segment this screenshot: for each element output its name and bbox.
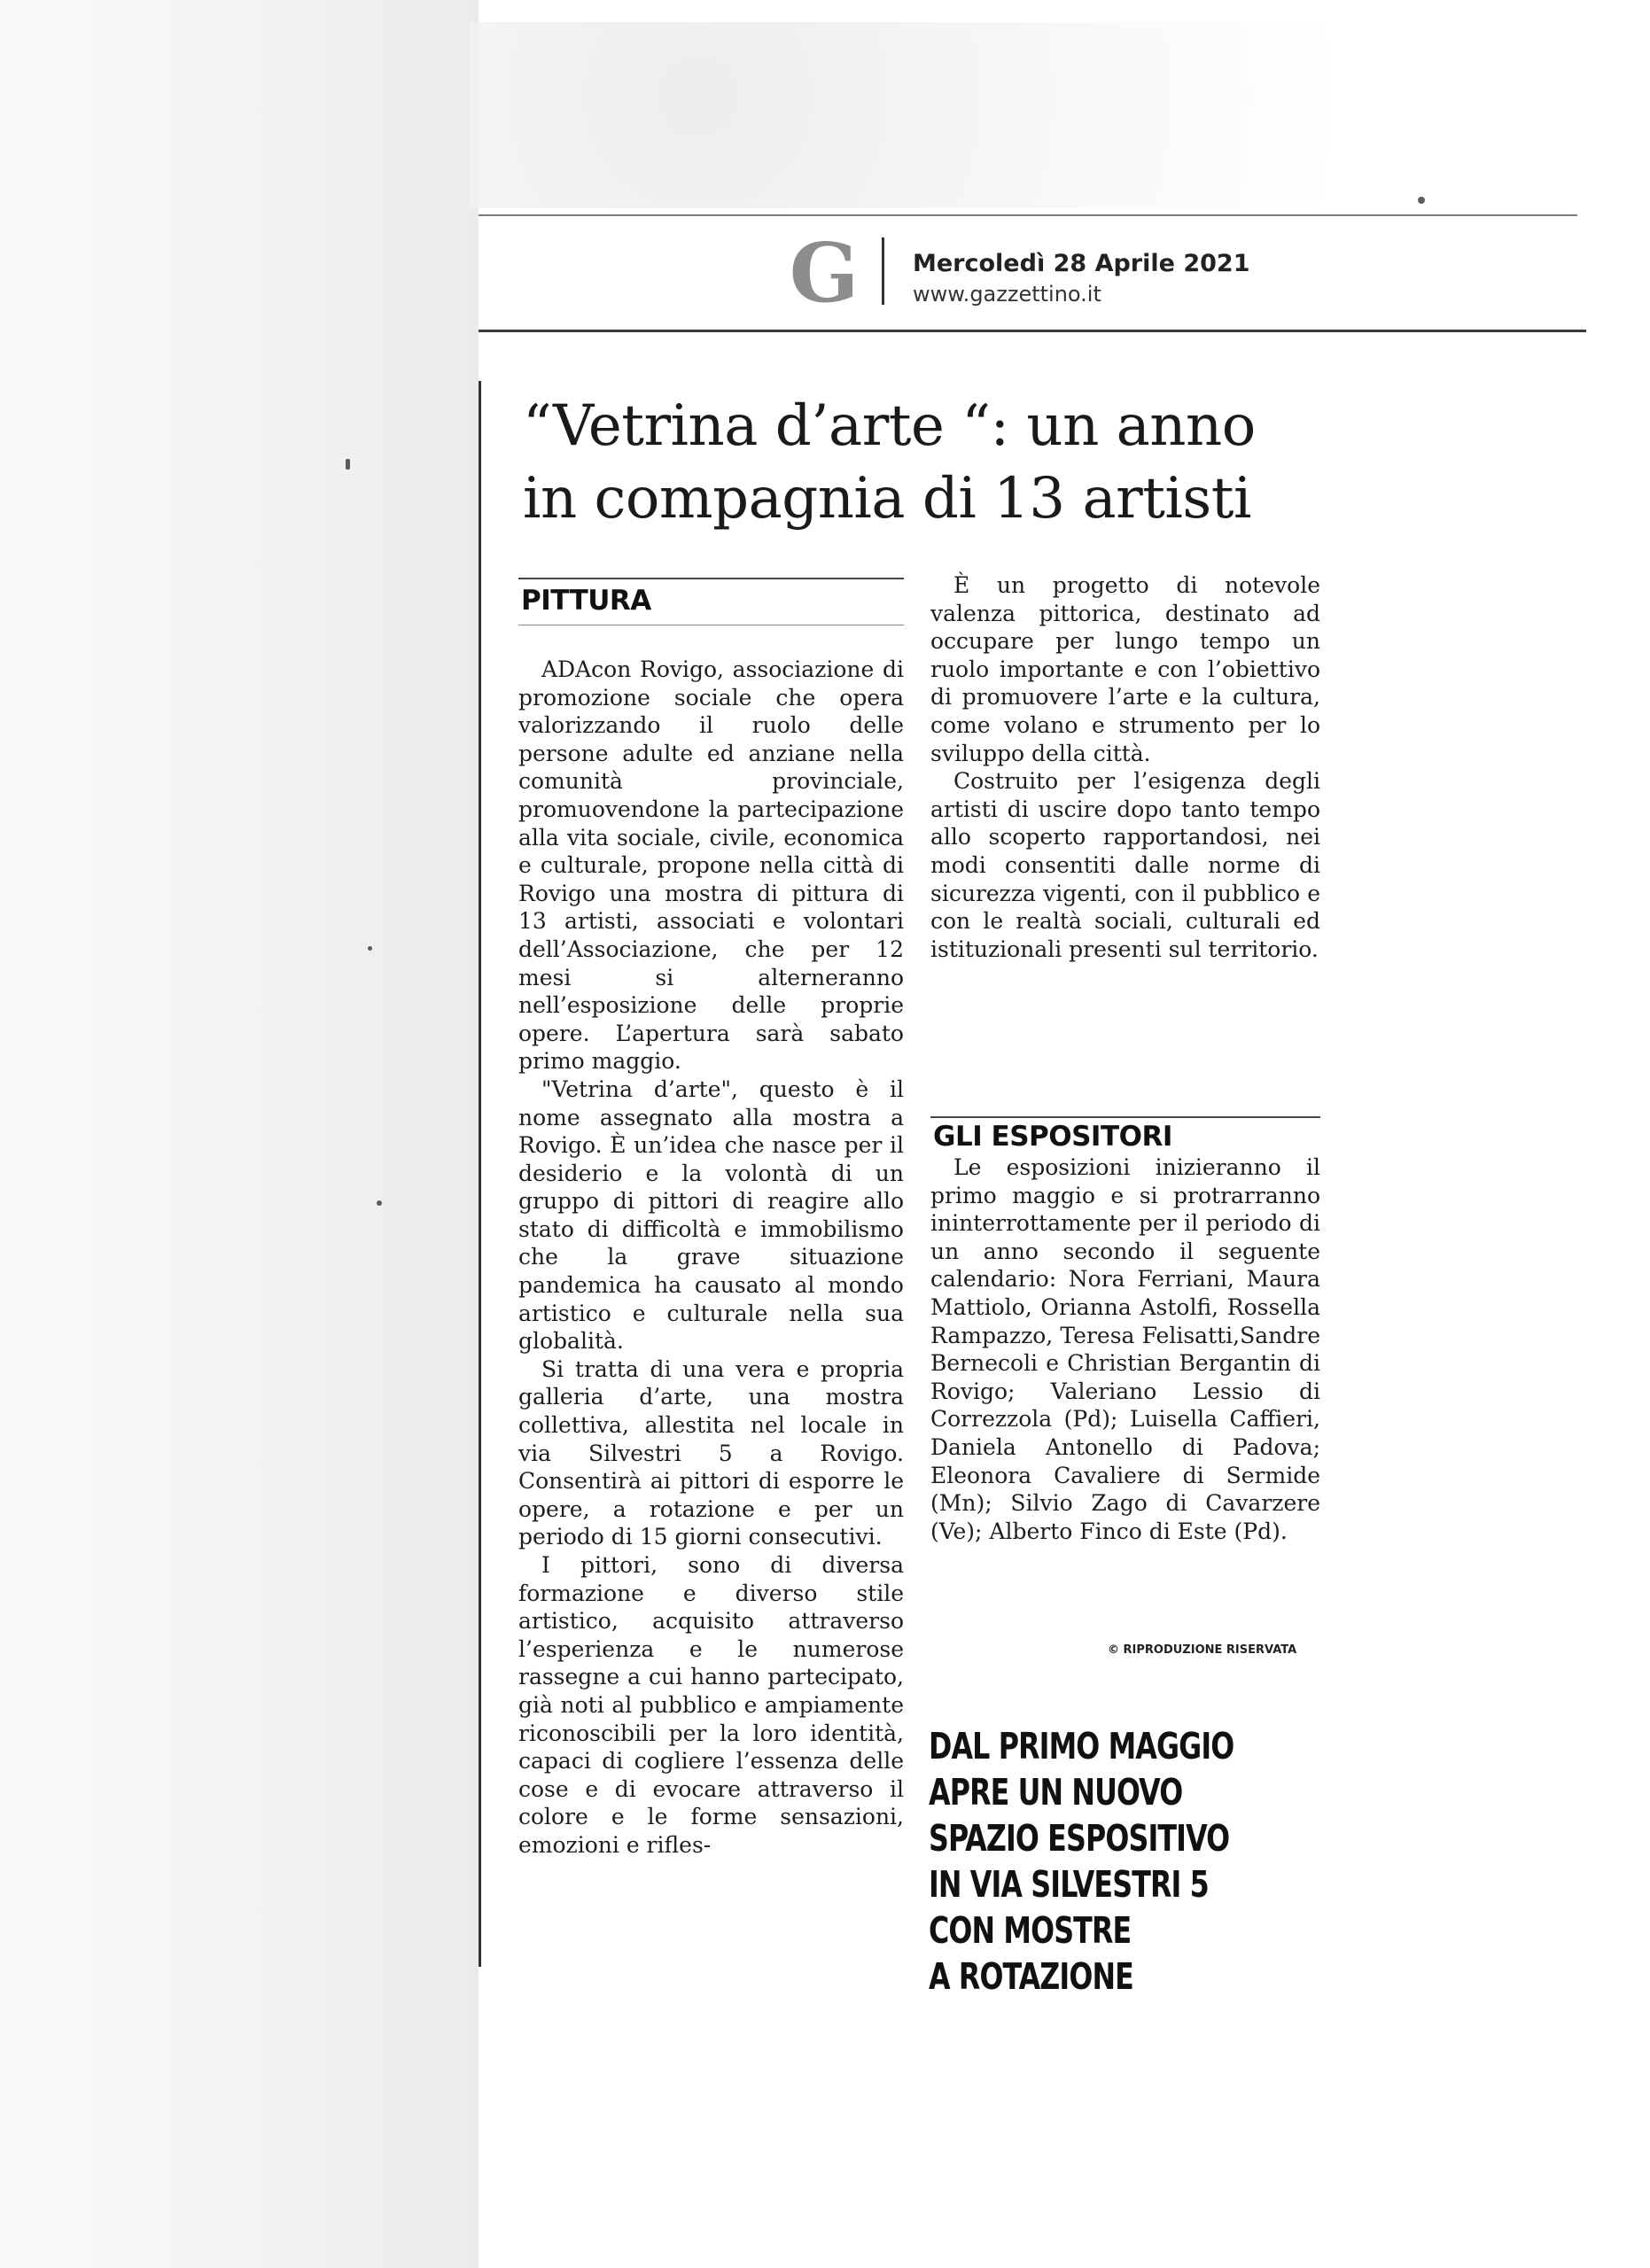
newspaper-logo: G [789, 225, 860, 321]
section-label-pittura: PITTURA [521, 585, 651, 617]
pull-quote-line: DAL PRIMO MAGGIO [929, 1725, 1234, 1767]
section-label-espositori: GLI ESPOSITORI [933, 1121, 1172, 1153]
paragraph: Costruito per l’esigenza degli artisti di uscire dopo tanto tempo allo scoperto rapportandosi, nei modi consentiti dalle norme di sicurezza vigenti, con il pubblico e con le realtà sociali, culturali ed istituzionali presenti sul territorio. [930, 768, 1320, 962]
header-separator [882, 237, 884, 305]
header-top-rule [479, 214, 1577, 216]
paragraph: I pittori, sono di diversa formazione e diverso stile artistico, acquisito attraverso l’esperienza e le numerose rassegne a cui hanno partecipato, già noti al pubblico e ampiamente riconoscibili per la loro identità, capaci di cogliere l’essenza delle cose e di evocare attraverso il colore e le forme sensazioni, emozioni e rifles- [518, 1552, 904, 1858]
pull-quote-line: SPAZIO ESPOSITIVO [929, 1817, 1230, 1860]
scan-background-shade [0, 0, 479, 2268]
headline-line-1: “Vetrina d’arte “: un anno [523, 393, 1256, 459]
scan-noise-area [470, 22, 1613, 208]
scan-speck [346, 459, 350, 470]
paragraph: Le esposizioni inizieranno il primo maggio e si protrarranno ininterrottamente per il periodo di un anno secondo il seguente calendario: Nora Ferriani, Maura Mattiolo, Orianna Astolfi, Rossella Rampazzo, Teresa Felisatti,Sandre Bernecoli e Christian Bergantin di Rovigo; Valeriano Lessio di Correzzola (Pd); Luisella Caffieri, Daniela Antonello di Padova; Eleonora Cavaliere di Sermide (Mn); Silvio Zago di Cavarzere (Ve); Alberto Finco di Este (Pd). [930, 1154, 1320, 1544]
newspaper-url: www.gazzettino.it [913, 282, 1101, 307]
article-headline [523, 390, 1613, 535]
article-column-left [518, 656, 904, 1860]
pull-quote-line: CON MOSTRE [929, 1909, 1132, 1952]
pull-quote [929, 1723, 1249, 1998]
pull-quote-line: IN VIA SILVESTRI 5 [929, 1863, 1209, 1906]
paragraph: Si tratta di una vera e propria galleria d’arte, una mostra collettiva, allestita nel locale in via Silvestri 5 a Rovigo. Consentirà ai pittori di esporre le opere, a rotazione e per un periodo di 15 giorni consecutivi. [518, 1355, 904, 1550]
paragraph: È un progetto di notevole valenza pittorica, destinato ad occupare per lungo tempo un ruolo importante e con l’obiettivo di promuovere l’arte e la cultura, come volano e strumento per lo sviluppo della città. [930, 572, 1320, 766]
paragraph: ADAcon Rovigo, associazione di promozione sociale che opera valorizzando il ruolo delle persone adulte ed anziane nella comunità provinciale, promuovendone la partecipazione alla vita sociale, civile, economica e culturale, propone nella città di Rovigo una mostra di pittura di 13 artisti, associati e volontari dell’Associazione, che per 12 mesi si alterneranno nell’esposizione delle proprie opere. L’apertura sarà sabato primo maggio. [518, 656, 904, 1075]
copyright-notice: © RIPRODUZIONE RISERVATA [1108, 1643, 1297, 1657]
pull-quote-line: A ROTAZIONE [929, 1955, 1133, 1998]
publication-date: Mercoledì 28 Aprile 2021 [913, 250, 1250, 277]
section-rule-espositori [930, 1116, 1320, 1118]
espositori-text-block [930, 1153, 1320, 1545]
scan-speck [368, 946, 372, 951]
headline-line-2: in compagnia di 13 artisti [523, 466, 1251, 532]
article-left-rule [479, 381, 481, 1967]
scan-speck [1418, 197, 1425, 204]
scan-speck [377, 1200, 382, 1206]
article-column-right [930, 571, 1320, 963]
paragraph: "Vetrina d’arte", questo è il nome assegnato alla mostra a Rovigo. È un’idea che nasce per il desiderio e la volontà di un gruppo di pittori di reagire allo stato di difficoltà e immobilismo che la grave situazione pandemica ha causato al mondo artistico e culturale nella sua globalità. [518, 1076, 904, 1355]
pull-quote-line: APRE UN NUOVO [929, 1771, 1183, 1814]
section-rule-pittura [518, 578, 904, 579]
header-bottom-rule [479, 330, 1586, 332]
